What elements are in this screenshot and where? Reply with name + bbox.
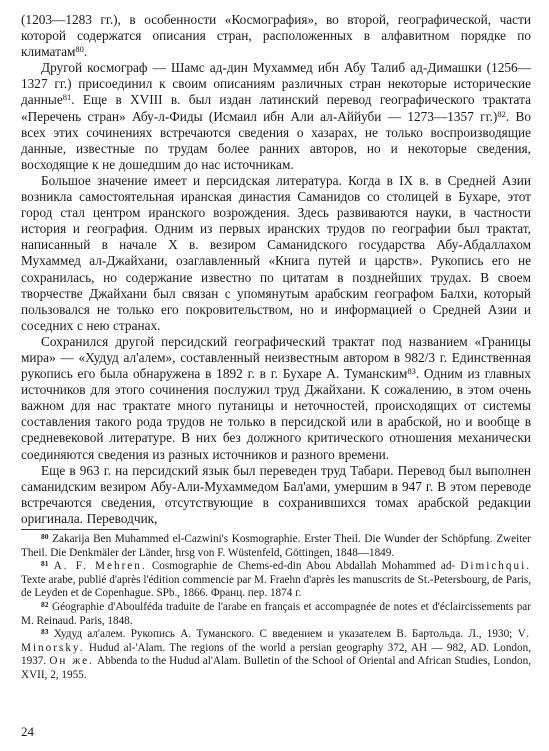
text-run: Сохранился другой персидский географический трактат под названием «Границы мира» — «Худуд ал'алем», составленный неизвестным автором в 982/3 г. Единственная рукопись его была обнаружена в 1892 г. в г. Бухаре А. Туманским <box>21 333 531 382</box>
text-run: . Во всех этих сочинениях встречаются сведения о хазарах, не только воспроизводящие данные, известные по трудам более ранних авторов, но и некоторые сведения, восходящие к не дошедшим до нас источникам. <box>21 108 531 172</box>
footnote-82 <box>21 601 531 628</box>
text-run: Еще в 963 г. на персидский язык был переведен труд Табари. Перевод был выполнен саманидским везиром Абу-Али-Мухаммедом Бал'ами, умершим в 947 г. В этом переводе встречаются сведения, отсутствующие в сохранившихся томах арабской редакции оригинала. Переводчик, <box>21 462 531 526</box>
paragraph-3 <box>21 173 531 334</box>
footnote-ref-83: 83 <box>407 366 416 377</box>
text-run: . Еще в XVIII в. был издан латинский перевод географического трактата «Перечень стран» Абу-л-Фиды (Исмаил ибн Али ал-Аййуби — 1273—1357 гг.) <box>21 92 531 124</box>
footnote-text: Abbenda to the Hudud al'Alam. Bulletin of the School of Oriental and African Studies, London, XVII, 2, 1955. <box>21 655 532 681</box>
footnote-text: Худуд ал'алем. Рукопись А. Туманского. С введением и указателем В. Бартольда. Л., 1930; <box>53 628 513 641</box>
paragraph-2 <box>21 60 531 173</box>
footnote-text: Texte arabe, publié d'après l'édition commencie par M. Fraehn d'après les manuscrits de St.-Petersbourg, de Paris, de Leyden et de Copenhague. SPb., 1866. Франц. пер. 1874 г. <box>21 573 531 600</box>
footnote-number: 81 <box>41 559 49 569</box>
book-page <box>21 12 531 751</box>
footnote-ref-81: 81 <box>62 92 72 103</box>
footnote-ref-82: 82 <box>497 108 506 119</box>
footnote-text: Cosmographie de Chems-ed-din Abou Abdallah Mohammed ad- <box>151 560 456 573</box>
footnote-81 <box>21 560 531 601</box>
footnote-number: 83 <box>41 627 49 637</box>
paragraph-5 <box>21 463 531 527</box>
text-run: (1203—1283 гг.), в особенности «Космография», во второй, географической, части которой содержатся описания стран, расположенных в алфавитном порядке по климатам <box>21 12 531 60</box>
text-run: Другой космограф — Шамс ад-дин Мухаммед ибн Абу Талиб ад-Димашки (1256—1327 гг.) присоединил к своим описаниям различных стран некоторые исторические данные <box>21 60 531 108</box>
main-text <box>21 12 531 527</box>
text-run: Большое значение имеет и персидская литература. Когда в IX в. в Средней Азии возникла самостоятельная иранская династия Саманидов со столицей в Бухаре, этот город стал центром иранского возрождения. Здесь развиваются науки, в частности история и география. Одним из первых иранских трудов по географии был трактат, написанный в начале X в. везиром Саманидского государства Абу-Абдаллахом Мухаммед ал-Джайхани, озаглавленный «Книга путей и царств». Рукопись его не сохранилась, но содержание известно по цитатам в позднейших трудах. В своем творчестве Джайхани был связан с упомянутым арабским географом Балхи, который пользовался не только его покровительством, но и информацией о Средней Азии и соседних с нею странах. <box>21 172 531 333</box>
footnote-ref-80: 80 <box>75 44 84 55</box>
footnote-number: 82 <box>41 599 49 609</box>
footnote-number: 80 <box>41 532 49 541</box>
footnote-author: Он же. <box>49 655 94 668</box>
page-number: 24 <box>21 724 34 739</box>
paragraph-1 <box>21 12 531 60</box>
footnote-83 <box>21 628 531 682</box>
footnote-text: Zakarija Ben Muhammed el-Cazwini's Kosmographie. Erster Theil. Die Wunder der Schöpfung. Zweiter Theil. Die Denkmäler der Länder, hrsg von F. Wüstenfeld, Göttingen, 1848—1849. <box>21 533 531 559</box>
footnote-text: Géographie d'Aboulféda traduite de l'arabe en français et accompagnée de notes et d'éclaircissements par M. Reinaud. Paris, 1848. <box>21 600 531 627</box>
footnote-author: A. F. Mehren. <box>53 560 147 573</box>
footnotes <box>21 533 531 683</box>
footnote-author: Dimichqui. <box>460 560 531 573</box>
footnote-divider <box>21 529 139 530</box>
footnote-text: Hudud al-'Alam. The regions of the world a persian geography 372, AH — 982, AD. London, 1937. <box>21 641 531 668</box>
text-run: . Одним из главных источников для этого сочинения послужил труд Джайхани. К сожалению, в этом очень важном для нас трактате много путаницы и неточностей, происходящих от системы составления такого рода трудов не только в персидской или в арабской, но и вообще в средневековой литературе. В них без должного критического отношения механически соединяются сведения из разных источников и разного времени. <box>21 366 531 462</box>
text-run: . <box>83 44 88 60</box>
footnote-80 <box>21 533 531 560</box>
paragraph-4 <box>21 334 531 463</box>
footnote-author: V. Minorsky. <box>21 628 531 654</box>
